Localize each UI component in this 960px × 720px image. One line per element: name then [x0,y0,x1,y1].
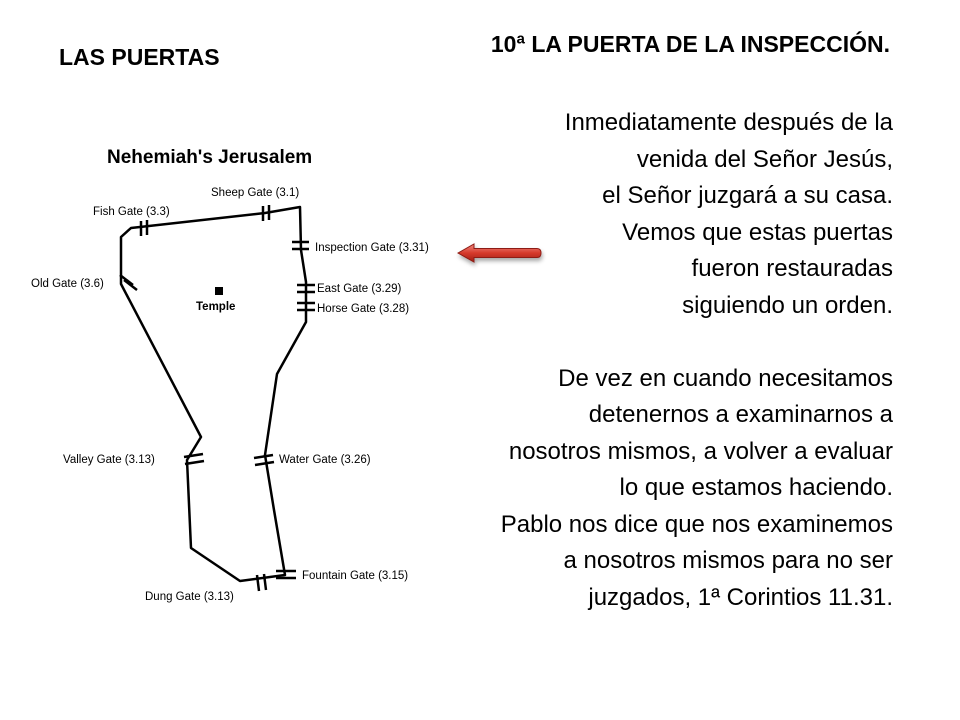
gate-marker-valley [184,454,204,464]
gate-label-valley: Valley Gate (3.13) [63,454,155,466]
body-line: a nosotros mismos para no ser [563,547,893,574]
temple-marker [215,287,223,295]
city-wall [121,207,306,581]
gate-marker-fish [141,220,147,236]
body-line: lo que estamos haciendo. [619,474,893,501]
gate-marker-old [120,275,137,290]
body-line: juzgados, 1ª Corintios 11.31. [588,583,893,611]
gate-marker-horse [297,303,315,310]
gate-label-old: Old Gate (3.6) [31,278,104,290]
body-line: venida del Señor Jesús, [636,145,893,173]
body-line: el Señor juzgará a su casa. [602,182,893,209]
section-label: LAS PUERTAS [59,44,220,70]
slide-title: 10ª LA PUERTA DE LA INSPECCIÓN. [490,31,890,57]
body-line: Inmediatamente después de la [564,109,893,136]
paragraph-gap [380,324,893,361]
gate-label-water: Water Gate (3.26) [279,454,371,466]
gate-marker-water [254,455,274,465]
gate-marker-dung [257,574,266,591]
gate-marker-sheep [263,205,269,221]
body-line: nosotros mismos, a volver a evaluar [508,437,893,465]
gate-marker-east [297,285,315,292]
body-line: Pablo nos dice que nos examinemos [500,510,893,538]
gate-label-sheep: Sheep Gate (3.1) [211,187,300,199]
gate-label-east: East Gate (3.29) [317,283,402,295]
gate-label-horse: Horse Gate (3.28) [317,303,410,315]
gate-label-fountain: Fountain Gate (3.15) [302,570,409,582]
temple-label: Temple [196,301,236,313]
gate-marker-fountain [276,571,296,578]
body-line: siguiendo un orden. [682,291,893,319]
body-line: Vemos que estas puertas [622,218,893,246]
body-line: fueron restauradas [691,255,893,282]
gate-label-fish: Fish Gate (3.3) [93,206,170,218]
gate-label-dung: Dung Gate (3.13) [145,591,234,603]
body-line: De vez en cuando necesitamos [558,364,893,392]
map-title: Nehemiah's Jerusalem [107,147,313,168]
gate-label-inspection: Inspection Gate (3.31) [315,242,429,254]
body-line: detenernos a examinarnos a [588,401,893,428]
gate-marker-inspection [292,242,309,249]
slide-body-text [380,105,893,616]
